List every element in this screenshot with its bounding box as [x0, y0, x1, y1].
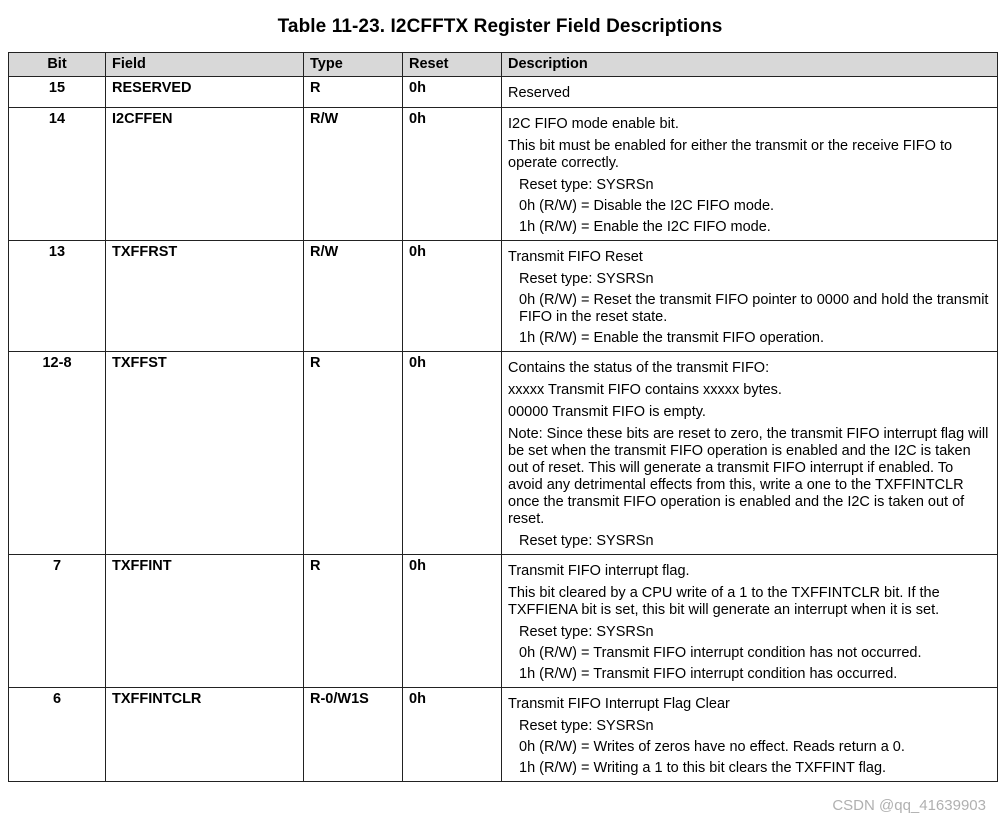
cell-type: R	[304, 352, 403, 555]
cell-field: TXFFINT	[106, 555, 304, 688]
table-row	[9, 352, 998, 555]
cell-type: R/W	[304, 241, 403, 352]
cell-reset: 0h	[403, 241, 502, 352]
cell-description	[502, 241, 998, 352]
description-line: 1h (R/W) = Enable the transmit FIFO operation.	[519, 330, 825, 346]
description-line: 1h (R/W) = Enable the I2C FIFO mode.	[519, 219, 771, 235]
description-line: Transmit FIFO Interrupt Flag Clear	[508, 696, 730, 712]
description-line: 1h (R/W) = Writing a 1 to this bit clears the TXFFINT flag.	[519, 760, 887, 776]
cell-reset: 0h	[403, 688, 502, 782]
table-header-row	[9, 53, 998, 77]
description-line: I2C FIFO mode enable bit.	[508, 116, 679, 132]
cell-field: TXFFRST	[106, 241, 304, 352]
description-line: 1h (R/W) = Transmit FIFO interrupt condition has occurred.	[519, 666, 898, 682]
cell-type: R/W	[304, 108, 403, 241]
cell-reset: 0h	[403, 555, 502, 688]
column-header-description: Description	[502, 53, 998, 77]
description-line: 0h (R/W) = Reset the transmit FIFO pointer to 0000 and hold the transmit FIFO in the reset state.	[519, 292, 989, 325]
table-row	[9, 77, 998, 108]
cell-field: TXFFST	[106, 352, 304, 555]
cell-reset: 0h	[403, 77, 502, 108]
description-line: Reserved	[508, 85, 571, 101]
description-line: 00000 Transmit FIFO is empty.	[508, 404, 706, 420]
watermark: CSDN @qq_41639903	[832, 797, 986, 814]
cell-type: R	[304, 77, 403, 108]
column-header-reset: Reset	[403, 53, 502, 77]
table-row	[9, 108, 998, 241]
cell-bit: 15	[9, 77, 106, 108]
cell-bit: 13	[9, 241, 106, 352]
column-header-type: Type	[304, 53, 403, 77]
description-line: 0h (R/W) = Disable the I2C FIFO mode.	[519, 198, 775, 214]
cell-reset: 0h	[403, 108, 502, 241]
cell-bit: 14	[9, 108, 106, 241]
description-line: Reset type: SYSRSn	[519, 624, 654, 640]
description-line: Contains the status of the transmit FIFO:	[508, 360, 770, 376]
description-line: Transmit FIFO interrupt flag.	[508, 563, 690, 579]
description-line: Reset type: SYSRSn	[519, 271, 654, 287]
cell-description	[502, 555, 998, 688]
table-row	[9, 555, 998, 688]
cell-type: R	[304, 555, 403, 688]
description-line: This bit cleared by a CPU write of a 1 to the TXFFINTCLR bit. If the TXFFIENA bit is set, this bit will generate an interrupt when it is set.	[508, 585, 940, 618]
column-header-bit: Bit	[9, 53, 106, 77]
description-line: Transmit FIFO Reset	[508, 249, 643, 265]
cell-field: TXFFINTCLR	[106, 688, 304, 782]
cell-description	[502, 352, 998, 555]
description-line: Reset type: SYSRSn	[519, 533, 654, 549]
cell-bit: 12-8	[9, 352, 106, 555]
cell-bit: 7	[9, 555, 106, 688]
register-field-table	[8, 52, 998, 782]
column-header-field: Field	[106, 53, 304, 77]
description-line: This bit must be enabled for either the transmit or the receive FIFO to operate correctly.	[508, 138, 953, 171]
cell-type: R-0/W1S	[304, 688, 403, 782]
table-row	[9, 241, 998, 352]
cell-field: RESERVED	[106, 77, 304, 108]
cell-description	[502, 77, 998, 108]
cell-bit: 6	[9, 688, 106, 782]
cell-reset: 0h	[403, 352, 502, 555]
cell-field: I2CFFEN	[106, 108, 304, 241]
table-title: Table 11-23. I2CFFTX Register Field Descriptions	[277, 16, 723, 37]
description-line: Reset type: SYSRSn	[519, 177, 654, 193]
description-line: Reset type: SYSRSn	[519, 718, 654, 734]
table-body	[9, 77, 998, 782]
description-line: Note: Since these bits are reset to zero, the transmit FIFO interrupt flag will be set when the transmit FIFO operation is enabled and the I2C is taken out of reset. This will generate a transmit FIFO interrupt if enabled. To avoid any detrimental effects from this, write a one to the TXFFINTCLR once the transmit FIFO operation is enabled and the I2C is taken out of reset.	[508, 426, 989, 527]
table-row	[9, 688, 998, 782]
cell-description	[502, 108, 998, 241]
description-line: xxxxx Transmit FIFO contains xxxxx bytes.	[508, 382, 782, 398]
description-line: 0h (R/W) = Writes of zeros have no effect. Reads return a 0.	[519, 739, 905, 755]
cell-description	[502, 688, 998, 782]
description-line: 0h (R/W) = Transmit FIFO interrupt condition has not occurred.	[519, 645, 922, 661]
